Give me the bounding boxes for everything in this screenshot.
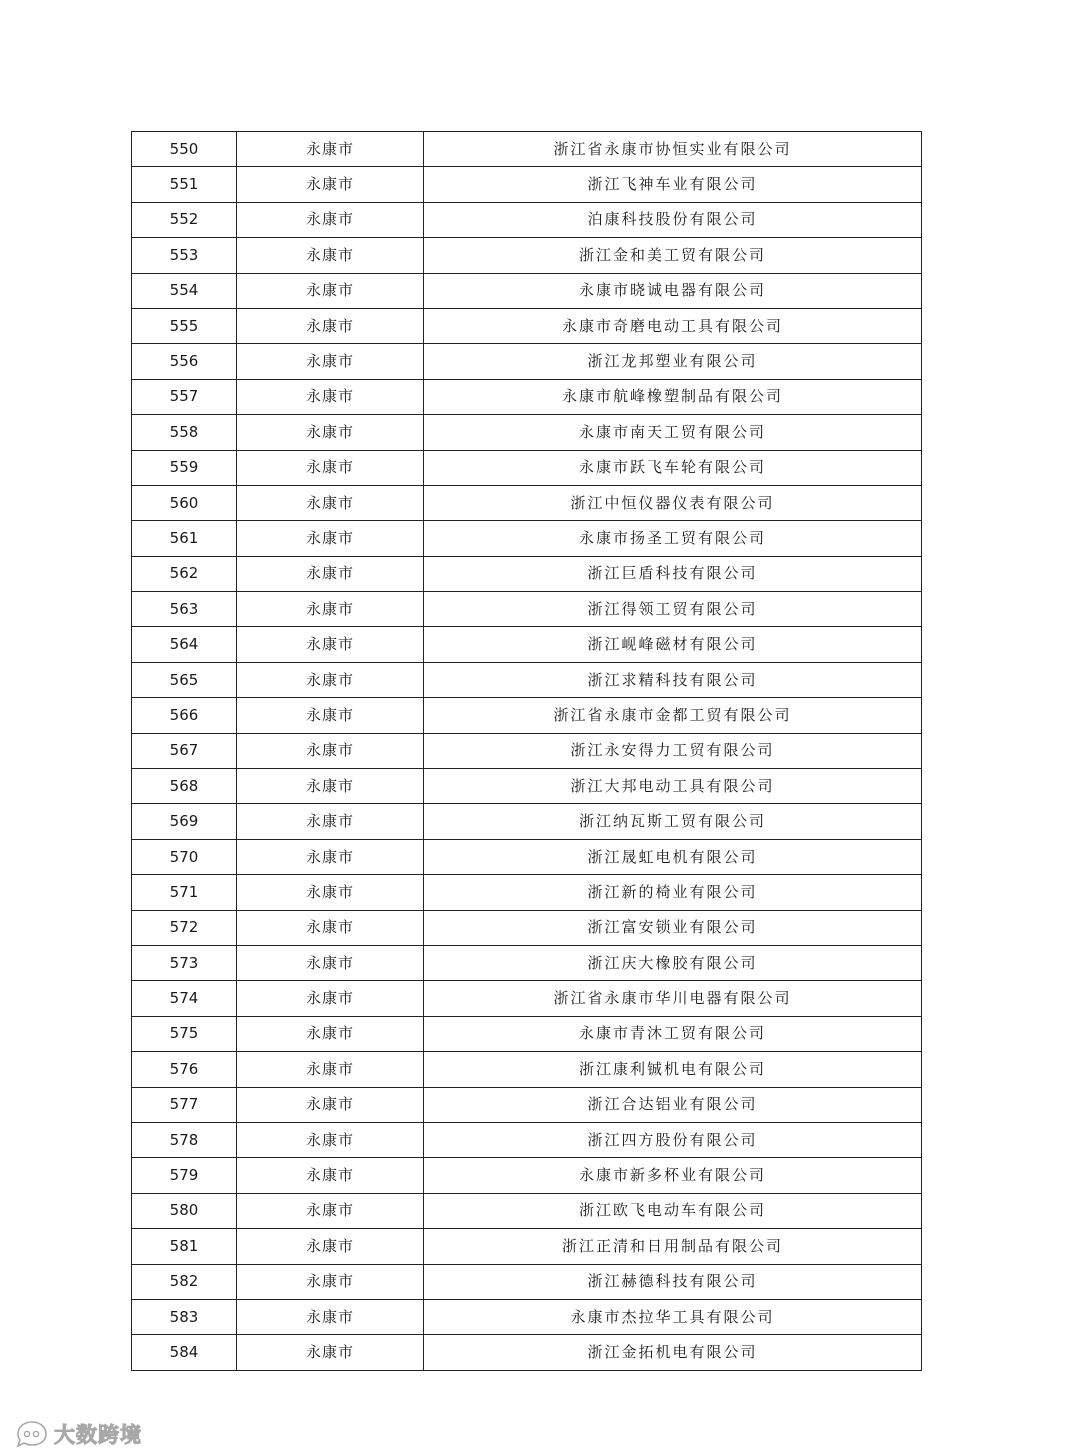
table-row <box>132 769 922 804</box>
table-row <box>132 981 922 1016</box>
table-row <box>132 521 922 556</box>
city-cell: 永康市 <box>237 627 424 662</box>
table-row <box>132 592 922 627</box>
row-number-cell: 570 <box>132 839 237 874</box>
table-row <box>132 627 922 662</box>
company-name-cell: 浙江合达铝业有限公司 <box>424 1087 922 1122</box>
company-name-cell: 浙江晟虹电机有限公司 <box>424 839 922 874</box>
table-row <box>132 1052 922 1087</box>
table-row <box>132 450 922 485</box>
table-row <box>132 202 922 237</box>
table-row <box>132 1158 922 1193</box>
city-cell: 永康市 <box>237 167 424 202</box>
row-number-cell: 573 <box>132 945 237 980</box>
table-row <box>132 485 922 520</box>
table-row <box>132 344 922 379</box>
company-name-cell: 浙江赫德科技有限公司 <box>424 1264 922 1299</box>
row-number-cell: 554 <box>132 273 237 308</box>
row-number-cell: 560 <box>132 485 237 520</box>
company-name-cell: 浙江金拓机电有限公司 <box>424 1335 922 1370</box>
city-cell: 永康市 <box>237 1299 424 1334</box>
city-cell: 永康市 <box>237 698 424 733</box>
table-row <box>132 273 922 308</box>
city-cell: 永康市 <box>237 1087 424 1122</box>
company-name-cell: 浙江龙邦塑业有限公司 <box>424 344 922 379</box>
table-row <box>132 1335 922 1370</box>
city-cell: 永康市 <box>237 1193 424 1228</box>
row-number-cell: 553 <box>132 238 237 273</box>
city-cell: 永康市 <box>237 238 424 273</box>
row-number-cell: 558 <box>132 415 237 450</box>
table-row <box>132 1193 922 1228</box>
company-name-cell: 浙江省永康市金都工贸有限公司 <box>424 698 922 733</box>
table-row <box>132 379 922 414</box>
company-name-cell: 永康市扬圣工贸有限公司 <box>424 521 922 556</box>
company-name-cell: 浙江欧飞电动车有限公司 <box>424 1193 922 1228</box>
city-cell: 永康市 <box>237 839 424 874</box>
city-cell: 永康市 <box>237 592 424 627</box>
table-row <box>132 910 922 945</box>
row-number-cell: 566 <box>132 698 237 733</box>
watermark <box>14 1418 142 1450</box>
city-cell: 永康市 <box>237 521 424 556</box>
table-row <box>132 804 922 839</box>
company-name-cell: 永康市新多杯业有限公司 <box>424 1158 922 1193</box>
company-name-cell: 永康市航峰橡塑制品有限公司 <box>424 379 922 414</box>
city-cell: 永康市 <box>237 485 424 520</box>
company-name-cell: 浙江庆大橡胶有限公司 <box>424 945 922 980</box>
company-name-cell: 永康市晓诚电器有限公司 <box>424 273 922 308</box>
table-row <box>132 415 922 450</box>
table-body <box>132 132 922 1371</box>
row-number-cell: 576 <box>132 1052 237 1087</box>
company-name-cell: 永康市青沐工贸有限公司 <box>424 1016 922 1051</box>
city-cell: 永康市 <box>237 1052 424 1087</box>
table-row <box>132 167 922 202</box>
table-row <box>132 132 922 167</box>
table-row <box>132 662 922 697</box>
company-name-cell: 永康市跃飞车轮有限公司 <box>424 450 922 485</box>
table-row <box>132 1299 922 1334</box>
company-name-cell: 浙江求精科技有限公司 <box>424 662 922 697</box>
city-cell: 永康市 <box>237 308 424 343</box>
row-number-cell: 571 <box>132 875 237 910</box>
row-number-cell: 575 <box>132 1016 237 1051</box>
table-row <box>132 238 922 273</box>
city-cell: 永康市 <box>237 733 424 768</box>
city-cell: 永康市 <box>237 945 424 980</box>
document-page <box>131 131 918 1371</box>
city-cell: 永康市 <box>237 273 424 308</box>
city-cell: 永康市 <box>237 450 424 485</box>
table-row <box>132 308 922 343</box>
row-number-cell: 569 <box>132 804 237 839</box>
city-cell: 永康市 <box>237 415 424 450</box>
chat-bubble-logo-icon <box>14 1419 50 1449</box>
row-number-cell: 582 <box>132 1264 237 1299</box>
table-row <box>132 1087 922 1122</box>
city-cell: 永康市 <box>237 1122 424 1157</box>
row-number-cell: 559 <box>132 450 237 485</box>
city-cell: 永康市 <box>237 344 424 379</box>
company-name-cell: 永康市奇磨电动工具有限公司 <box>424 308 922 343</box>
company-name-cell: 永康市杰拉华工具有限公司 <box>424 1299 922 1334</box>
city-cell: 永康市 <box>237 804 424 839</box>
row-number-cell: 584 <box>132 1335 237 1370</box>
company-name-cell: 浙江四方股份有限公司 <box>424 1122 922 1157</box>
row-number-cell: 567 <box>132 733 237 768</box>
company-name-cell: 浙江正清和日用制品有限公司 <box>424 1229 922 1264</box>
company-name-cell: 浙江省永康市华川电器有限公司 <box>424 981 922 1016</box>
table-row <box>132 733 922 768</box>
company-name-cell: 浙江飞神车业有限公司 <box>424 167 922 202</box>
city-cell: 永康市 <box>237 662 424 697</box>
table-row <box>132 839 922 874</box>
city-cell: 永康市 <box>237 556 424 591</box>
row-number-cell: 561 <box>132 521 237 556</box>
company-name-cell: 浙江富安锁业有限公司 <box>424 910 922 945</box>
row-number-cell: 551 <box>132 167 237 202</box>
row-number-cell: 565 <box>132 662 237 697</box>
company-name-cell: 浙江省永康市协恒实业有限公司 <box>424 132 922 167</box>
company-name-cell: 浙江康利铖机电有限公司 <box>424 1052 922 1087</box>
table-row <box>132 556 922 591</box>
company-name-cell: 浙江巨盾科技有限公司 <box>424 556 922 591</box>
row-number-cell: 552 <box>132 202 237 237</box>
table-row <box>132 1122 922 1157</box>
watermark-text: 大数跨境 <box>54 1423 142 1447</box>
city-cell: 永康市 <box>237 981 424 1016</box>
row-number-cell: 580 <box>132 1193 237 1228</box>
company-name-cell: 浙江岘峰磁材有限公司 <box>424 627 922 662</box>
row-number-cell: 578 <box>132 1122 237 1157</box>
city-cell: 永康市 <box>237 769 424 804</box>
row-number-cell: 562 <box>132 556 237 591</box>
city-cell: 永康市 <box>237 132 424 167</box>
table-row <box>132 1264 922 1299</box>
table-row <box>132 698 922 733</box>
city-cell: 永康市 <box>237 1158 424 1193</box>
company-name-cell: 永康市南天工贸有限公司 <box>424 415 922 450</box>
table-row <box>132 945 922 980</box>
city-cell: 永康市 <box>237 1229 424 1264</box>
row-number-cell: 556 <box>132 344 237 379</box>
company-name-cell: 浙江中恒仪器仪表有限公司 <box>424 485 922 520</box>
company-list-table <box>131 131 922 1371</box>
company-name-cell: 浙江永安得力工贸有限公司 <box>424 733 922 768</box>
city-cell: 永康市 <box>237 875 424 910</box>
row-number-cell: 572 <box>132 910 237 945</box>
company-name-cell: 浙江得领工贸有限公司 <box>424 592 922 627</box>
company-name-cell: 浙江新的椅业有限公司 <box>424 875 922 910</box>
company-name-cell: 浙江纳瓦斯工贸有限公司 <box>424 804 922 839</box>
row-number-cell: 555 <box>132 308 237 343</box>
table-row <box>132 1229 922 1264</box>
row-number-cell: 581 <box>132 1229 237 1264</box>
company-name-cell: 浙江大邦电动工具有限公司 <box>424 769 922 804</box>
company-name-cell: 泊康科技股份有限公司 <box>424 202 922 237</box>
row-number-cell: 579 <box>132 1158 237 1193</box>
row-number-cell: 563 <box>132 592 237 627</box>
city-cell: 永康市 <box>237 202 424 237</box>
city-cell: 永康市 <box>237 1264 424 1299</box>
row-number-cell: 577 <box>132 1087 237 1122</box>
table-row <box>132 1016 922 1051</box>
table-row <box>132 875 922 910</box>
row-number-cell: 550 <box>132 132 237 167</box>
city-cell: 永康市 <box>237 1335 424 1370</box>
city-cell: 永康市 <box>237 910 424 945</box>
row-number-cell: 564 <box>132 627 237 662</box>
company-name-cell: 浙江金和美工贸有限公司 <box>424 238 922 273</box>
city-cell: 永康市 <box>237 379 424 414</box>
city-cell: 永康市 <box>237 1016 424 1051</box>
row-number-cell: 557 <box>132 379 237 414</box>
row-number-cell: 583 <box>132 1299 237 1334</box>
row-number-cell: 568 <box>132 769 237 804</box>
row-number-cell: 574 <box>132 981 237 1016</box>
